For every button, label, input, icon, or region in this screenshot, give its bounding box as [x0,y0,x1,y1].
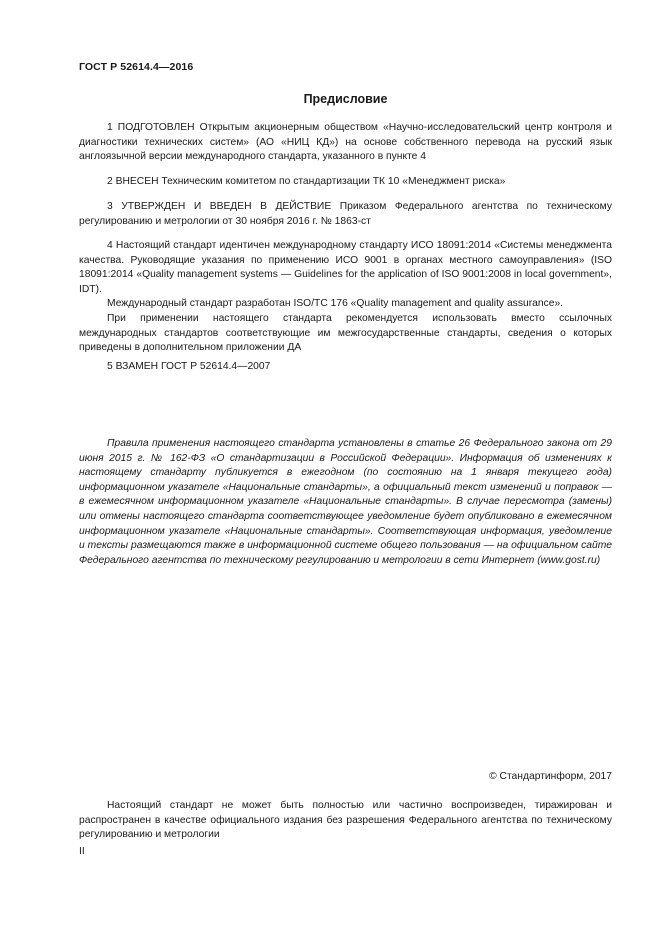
section-1-text: 1 ПОДГОТОВЛЕН Открытым акционерным обществом «Научно-исследовательский центр контроля и диагностики технических систем» (АО «НИЦ КД») на основе собственного перевода на русский язык англоязычной версии международного стандарта, указанного в пункте 4 [79,122,612,163]
section-4-paragraph-2: Международный стандарт разработан ISO/TC 176 «Quality management and quality assurance». [107,298,564,310]
section-5 [79,360,612,375]
document-code-header: ГОСТ Р 52614.4—2016 [79,61,194,73]
section-2-text: 2 ВНЕСЕН Техническим комитетом по стандартизации ТК 10 «Менеджмент риска» [107,176,506,187]
section-4 [79,239,612,356]
section-2 [79,175,612,190]
usage-notice-text: Правила применения настоящего стандарта установлены в статье 26 Федерального закона от 29 июня 2015 г. № 162-ФЗ «О стандартизации в Российской Федерации». Информация об изменениях к настоящему стандарту публикуется в ежегодном (по состоянию на 1 января текущего года) информационном указателе «Национальные стандарты», а официальный текст изменений и поправок — в ежемесячном информационном указателе «Национальные стандарты». В случае пересмотра (замены) или отмены настоящего стандарта соответствующее уведомление будет опубликовано в ежемесячном информационном указателе «Национальные стандарты». Соответствующая информация, уведомление и тексты размещаются также в информационной системе общего пользования — на официальном сайте Федерального агентства по техническому регулированию и метрологии в сети Интернет (www.gost.ru) [79,438,612,566]
page-number: II [79,846,85,857]
usage-notice [79,437,612,568]
section-4-paragraph-3: При применении настоящего стандарта рекомендуется использовать вместо ссылочных международных стандартов соответствующие им межгосударственные стандарты, сведения о которых приведены в дополнительном приложении ДА [79,312,612,354]
rights-statement-text: Настоящий стандарт не может быть полностью или частично воспроизведен, тиражирован и распространен в качестве официального издания без разрешения Федерального агентства по техническому регулированию и метрологии [79,800,612,841]
section-4-paragraph-1: 4 Настоящий стандарт идентичен международному стандарту ИСО 18091:2014 «Системы менеджмента качества. Руководящие указания по применению ИСО 9001 в органах местного самоуправления» (ISO 18091:2014 «Quality management systems — Guidelines for the application of ISO 9001:2008 in local government», IDT). [79,240,612,295]
section-3 [79,200,612,229]
section-1 [79,121,612,165]
rights-statement [79,799,612,843]
section-5-text: 5 ВЗАМЕН ГОСТ Р 52614.4—2007 [107,361,271,372]
page-title: Предисловие [303,92,388,106]
copyright-line: © Стандартинформ, 2017 [489,771,612,782]
section-3-text: 3 УТВЕРЖДЕН И ВВЕДЕН В ДЕЙСТВИЕ Приказом Федерального агентства по техническому регулированию и метрологии от 30 ноября 2016 г. № 1863-ст [79,201,612,227]
